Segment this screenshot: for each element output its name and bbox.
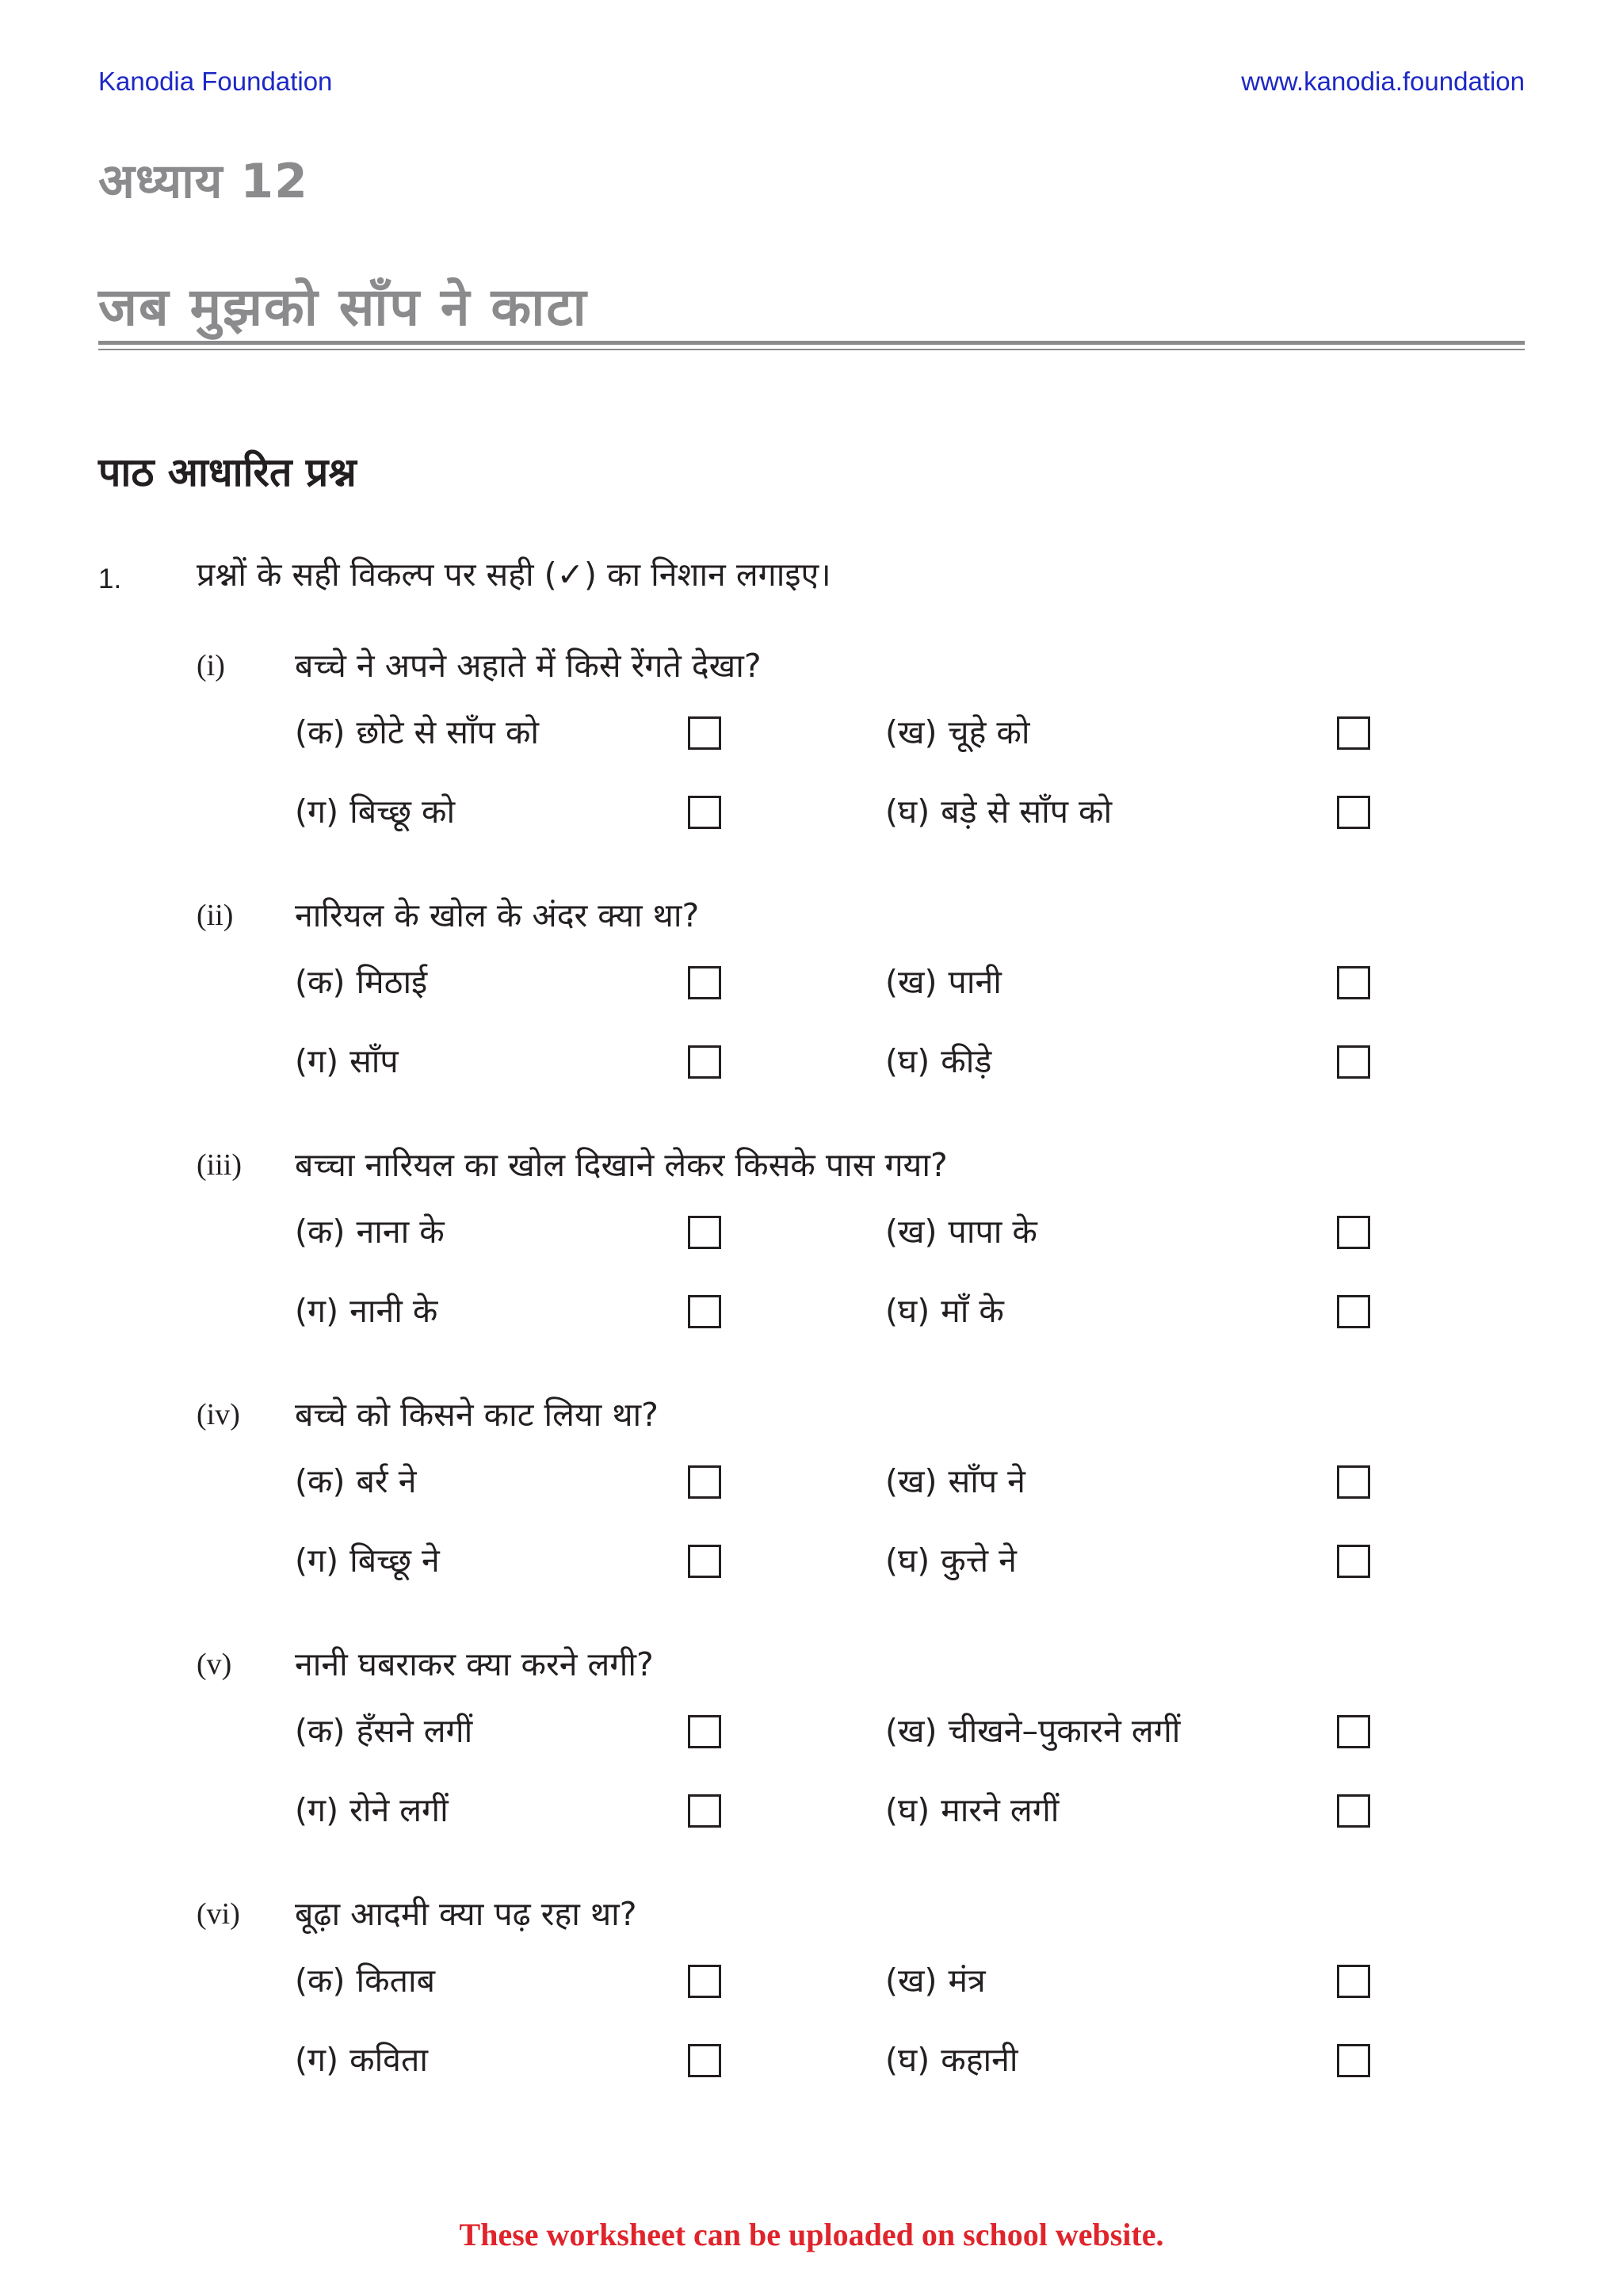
option-letter: (ग) — [295, 1292, 339, 1330]
answer-checkbox[interactable] — [688, 2044, 721, 2077]
option-letter: (ख) — [885, 1712, 938, 1750]
option — [885, 1537, 1017, 1584]
option-text: पापा के — [948, 1213, 1037, 1251]
subquestion — [98, 1890, 1525, 2104]
option-letter: (क) — [295, 1962, 346, 2000]
option-text: कविता — [349, 2041, 428, 2079]
option-letter: (ख) — [885, 1462, 938, 1500]
option — [295, 958, 427, 1006]
option-text: हँसने लगीं — [356, 1712, 473, 1750]
subquestion-number: (iii) — [197, 1148, 242, 1182]
option-letter: (घ) — [885, 2041, 930, 2079]
option-text: पानी — [948, 963, 1002, 1001]
option-letter: (ख) — [885, 1213, 938, 1251]
option-text: मंत्र — [948, 1962, 986, 2000]
answer-checkbox[interactable] — [1337, 1465, 1370, 1499]
answer-checkbox[interactable] — [1337, 1545, 1370, 1578]
answer-checkbox[interactable] — [688, 796, 721, 829]
option-letter: (ग) — [295, 2041, 339, 2079]
option-letter: (ख) — [885, 963, 938, 1001]
option — [885, 1037, 991, 1085]
option-letter: (घ) — [885, 1541, 930, 1580]
subquestion-number: (iv) — [197, 1398, 240, 1431]
option-text: किताब — [356, 1962, 435, 2000]
option — [295, 1037, 399, 1085]
answer-checkbox[interactable] — [688, 1045, 721, 1079]
option-letter: (घ) — [885, 1042, 930, 1080]
option-text: कहानी — [941, 2041, 1018, 2079]
option-text: कीड़े — [941, 1042, 992, 1080]
subquestion-number: (i) — [197, 649, 225, 682]
answer-checkbox[interactable] — [688, 1965, 721, 1998]
option-text: रोने लगीं — [349, 1791, 449, 1829]
option — [295, 1537, 440, 1584]
website-link[interactable]: www.kanodia.foundation — [1241, 67, 1525, 96]
answer-checkbox[interactable] — [688, 1216, 721, 1249]
option — [295, 1786, 449, 1834]
option — [295, 788, 455, 835]
option-text: बिच्छू को — [349, 793, 456, 831]
option-letter: (ग) — [295, 1791, 339, 1829]
answer-checkbox[interactable] — [688, 1715, 721, 1748]
option — [885, 1957, 986, 2004]
option-text: साँप — [349, 1042, 399, 1080]
option — [885, 788, 1112, 835]
option-letter: (क) — [295, 713, 346, 751]
option-text: बर्र ने — [356, 1462, 417, 1500]
option-text: नानी के — [349, 1292, 438, 1330]
option-letter: (ग) — [295, 1541, 339, 1580]
option — [885, 2036, 1018, 2084]
subquestion — [98, 1641, 1525, 1855]
answer-checkbox[interactable] — [1337, 2044, 1370, 2077]
option — [295, 1457, 416, 1505]
option-text: नाना के — [356, 1213, 445, 1251]
subquestion-stem: नारियल के खोल के अंदर क्या था? — [295, 896, 700, 934]
answer-checkbox[interactable] — [688, 1545, 721, 1578]
subquestion-stem: बूढ़ा आदमी क्या पढ़ रहा था? — [295, 1895, 637, 1933]
question-number: 1. — [98, 563, 122, 594]
subquestion — [98, 642, 1525, 856]
footer-note: These worksheet can be uploaded on school website. — [459, 2217, 1164, 2252]
option-text: चूहे को — [948, 713, 1030, 751]
subquestion-stem: बच्चे को किसने काट लिया था? — [295, 1396, 659, 1434]
answer-checkbox[interactable] — [688, 1465, 721, 1499]
question-text: प्रश्नों के सही विकल्प पर सही (✓) का निशान लगाइए। — [197, 556, 831, 594]
option-letter: (घ) — [885, 1292, 930, 1330]
chapter-number: अध्याय 12 — [98, 154, 308, 209]
option-letter: (घ) — [885, 1791, 930, 1829]
answer-checkbox[interactable] — [1337, 716, 1370, 750]
option-text: मिठाई — [356, 963, 428, 1001]
option — [885, 1208, 1037, 1255]
option — [295, 1208, 445, 1255]
option — [885, 958, 1002, 1006]
subquestion — [98, 1391, 1525, 1605]
option — [885, 709, 1029, 756]
option-text: कुत्ते ने — [941, 1541, 1017, 1580]
option-text: माँ के — [941, 1292, 1004, 1330]
option-text: बड़े से साँप को — [941, 793, 1113, 831]
answer-checkbox[interactable] — [1337, 1216, 1370, 1249]
option-text: छोटे से साँप को — [356, 713, 540, 751]
option — [295, 1957, 435, 2004]
subquestion-stem: बच्चा नारियल का खोल दिखाने लेकर किसके पास गया? — [295, 1146, 948, 1184]
option-text: साँप ने — [948, 1462, 1025, 1500]
subquestion-stem: नानी घबराकर क्या करने लगी? — [295, 1645, 654, 1683]
option-letter: (क) — [295, 1712, 346, 1750]
page-header — [98, 67, 1525, 97]
option-letter: (क) — [295, 1213, 346, 1251]
chapter-title: जब मुझको साँप ने काटा — [98, 277, 588, 338]
option-letter: (क) — [295, 963, 346, 1001]
publisher-link[interactable]: Kanodia Foundation — [98, 67, 333, 96]
option-letter: (ख) — [885, 713, 938, 751]
option-letter: (ग) — [295, 793, 339, 831]
option — [295, 1287, 437, 1335]
answer-checkbox[interactable] — [688, 966, 721, 999]
answer-checkbox[interactable] — [688, 1295, 721, 1328]
option-letter: (क) — [295, 1462, 346, 1500]
answer-checkbox[interactable] — [1337, 1715, 1370, 1748]
answer-checkbox[interactable] — [688, 716, 721, 750]
subquestion-number: (vi) — [197, 1897, 240, 1931]
option-text: चीखने–पुकारने लगीं — [948, 1712, 1181, 1750]
option — [295, 2036, 428, 2084]
option-letter: (ख) — [885, 1962, 938, 2000]
answer-checkbox[interactable] — [1337, 966, 1370, 999]
answer-checkbox[interactable] — [1337, 1794, 1370, 1828]
option — [885, 1786, 1059, 1834]
option-text: मारने लगीं — [941, 1791, 1060, 1829]
subquestion-number: (v) — [197, 1648, 232, 1681]
section-heading: पाठ आधारित प्रश्न — [98, 449, 357, 495]
subquestion — [98, 892, 1525, 1106]
option — [885, 1287, 1004, 1335]
title-rule-thin — [98, 349, 1525, 350]
option — [295, 1707, 472, 1755]
answer-checkbox[interactable] — [1337, 1295, 1370, 1328]
option-text: बिच्छू ने — [349, 1541, 440, 1580]
answer-checkbox[interactable] — [1337, 796, 1370, 829]
subquestion-number: (ii) — [197, 899, 234, 932]
option-letter: (घ) — [885, 793, 930, 831]
title-rule — [98, 341, 1525, 345]
option — [295, 709, 539, 756]
option — [885, 1707, 1180, 1755]
subquestion-stem: बच्चे ने अपने अहाते में किसे रेंगते देखा? — [295, 647, 762, 685]
question-1 — [98, 551, 1525, 598]
answer-checkbox[interactable] — [1337, 1045, 1370, 1079]
subquestion — [98, 1141, 1525, 1355]
answer-checkbox[interactable] — [688, 1794, 721, 1828]
answer-checkbox[interactable] — [1337, 1965, 1370, 1998]
option-letter: (ग) — [295, 1042, 339, 1080]
option — [885, 1457, 1025, 1505]
